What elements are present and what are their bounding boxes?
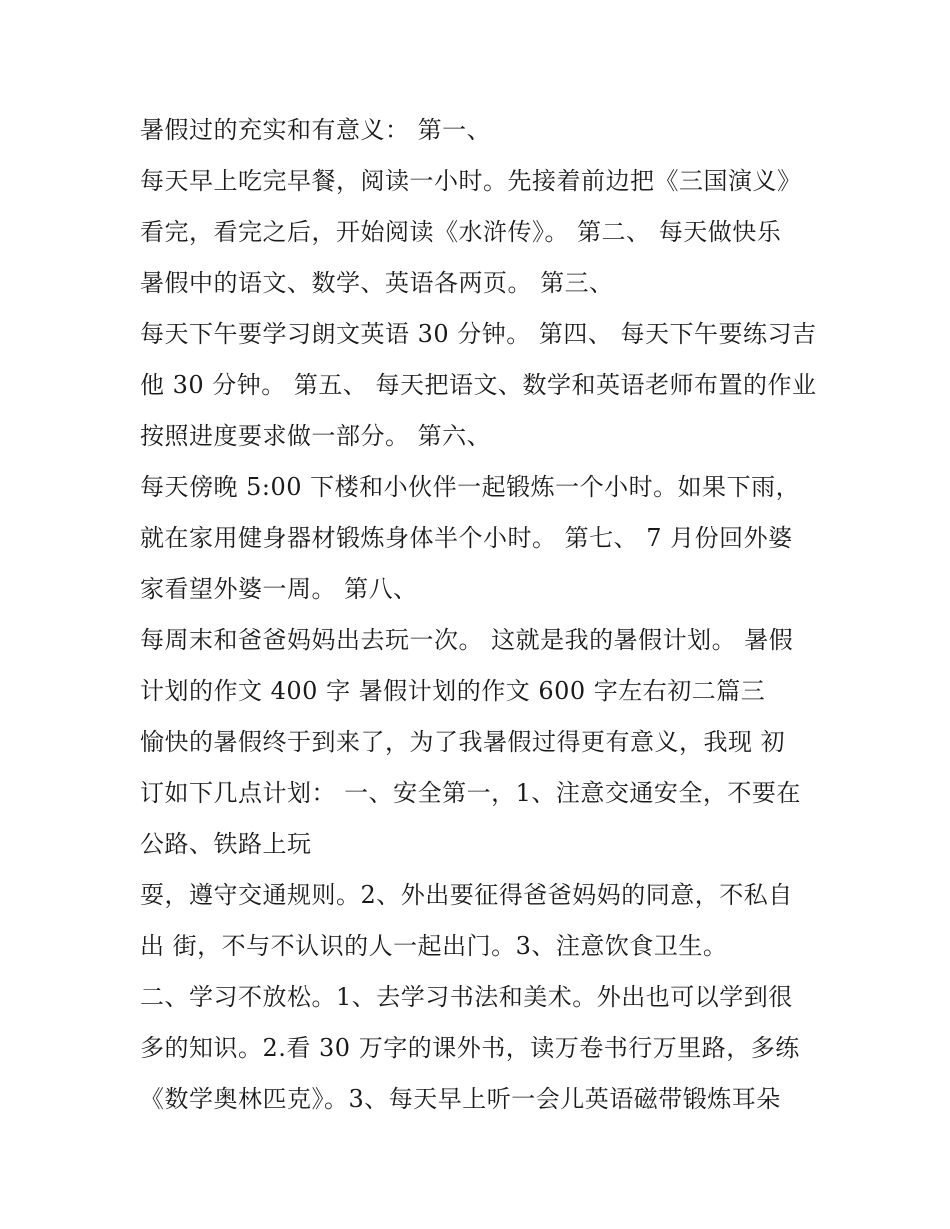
text-line: 多的知识。2.看 30 万字的课外书，读万卷书行万里路，多练	[140, 1034, 800, 1062]
text-line: 耍，遵守交通规则。2、外出要征得爸爸妈妈的同意，不私自	[140, 881, 793, 909]
text-line: 每天早上吃完早餐，阅读一小时。先接着前边把《三国演义》	[140, 167, 802, 195]
text-line: 他 30 分钟。 第五、 每天把语文、数学和英语老师布置的作业	[140, 371, 817, 399]
text-line: 二、学习不放松。1、去学习书法和美术。外出也可以学到很	[140, 983, 793, 1011]
text-line: 按照进度要求做一部分。 第六、	[140, 422, 492, 450]
text-line: 暑假中的语文、数学、英语各两页。 第三、	[140, 269, 614, 297]
body-text	[140, 105, 820, 1125]
text-line: 订如下几点计划： 一、安全第一，1、注意交通安全，不要在	[140, 779, 801, 807]
text-line: 出 街，不与不认识的人一起出门。3、注意饮食卫生。	[140, 932, 728, 960]
text-line: 每天下午要学习朗文英语 30 分钟。 第四、 每天下午要练习吉	[140, 320, 817, 348]
text-line: 每周末和爸爸妈妈出去玩一次。 这就是我的暑假计划。 暑假	[140, 626, 794, 654]
text-line: 《数学奥林匹克》。3、每天早上听一会儿英语磁带锻炼耳朵	[140, 1085, 781, 1113]
text-line: 计划的作文 400 字 暑假计划的作文 600 字左右初二篇三	[140, 677, 766, 705]
text-line: 暑假过的充实和有意义： 第一、	[140, 116, 492, 144]
text-line: 家看望外婆一周。 第八、	[140, 575, 418, 603]
text-line: 就在家用健身器材锻炼身体半个小时。 第七、 7 月份回外婆	[140, 524, 793, 552]
text-line: 看完，看完之后，开始阅读《水浒传》。 第二、 每天做快乐	[140, 218, 782, 246]
text-line: 公路、铁路上玩	[140, 830, 312, 858]
text-line: 愉快的暑假终于到来了，为了我暑假过得更有意义，我现 初	[140, 728, 786, 756]
text-line: 每天傍晚 5:00 下楼和小伙伴一起锻炼一个小时。如果下雨，	[140, 473, 801, 501]
